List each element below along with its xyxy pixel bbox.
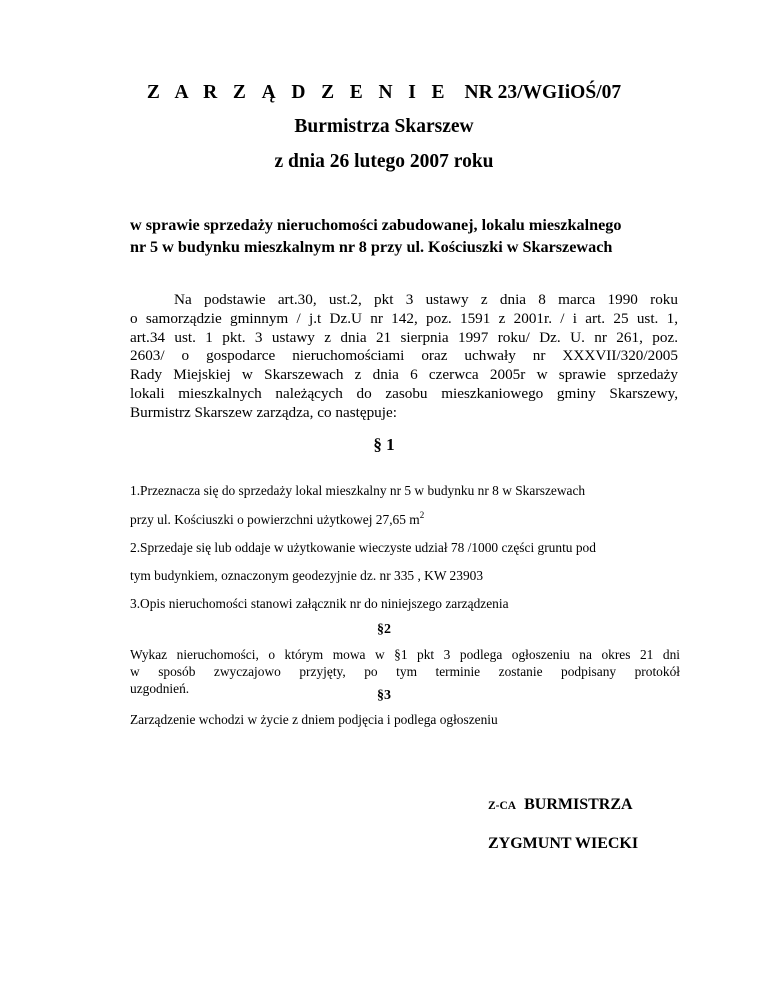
- subject-line-2: nr 5 w budynku mieszkalnym nr 8 przy ul. Kościuszki w Skarszewach: [130, 238, 613, 256]
- preamble-line: Burmistrz Skarszew zarządza, co następuje:: [130, 403, 397, 421]
- section-1-heading: § 1: [373, 435, 395, 454]
- signature-role-text: BURMISTRZA: [524, 796, 633, 813]
- signature-role: [488, 796, 633, 814]
- preamble-line: art.34 ust. 1 pkt. 3 ustawy z dnia 21 sierpnia 1997 roku/ Dz. U. nr 261, poz.: [130, 328, 678, 346]
- area-text: przy ul. Kościuszki o powierzchni użytkowej 27,65 m: [130, 512, 420, 527]
- issuer-line: Burmistrza Skarszew: [294, 116, 474, 137]
- preamble-line: 2603/ o gospodarce nieruchomościami oraz uchwały nr XXXVII/320/2005: [130, 347, 678, 365]
- section-2-line: w sposób zwyczajowo przyjęty, po tym terminie zostanie podpisany protokół: [130, 664, 680, 679]
- section-1-point-3: 3.Opis nieruchomości stanowi załącznik nr do niniejszego zarządzenia: [130, 596, 509, 611]
- subject-line-1: w sprawie sprzedaży nieruchomości zabudowanej, lokalu mieszkalnego: [130, 216, 622, 234]
- section-2-heading: §2: [377, 622, 391, 637]
- preamble: [130, 291, 678, 423]
- preamble-line: Rady Miejskiej w Skarszewach z dnia 6 czerwca 2005r w sprawie sprzedaży: [130, 366, 678, 384]
- document-title: [0, 82, 768, 104]
- section-1-point-1-line-1: 1.Przeznacza się do sprzedaży lokal mieszkalny nr 5 w budynku nr 8 w Skarszewach: [130, 483, 586, 498]
- area-unit-superscript: 2: [419, 510, 425, 520]
- section-3-text: Zarządzenie wchodzi w życie z dniem podjęcia i podlega ogłoszeniu: [130, 712, 498, 727]
- section-2-line: uzgodnień.: [130, 681, 190, 696]
- section-1-point-1-line-2: [130, 510, 424, 528]
- section-2-line: Wykaz nieruchomości, o którym mowa w §1 pkt 3 podlega ogłoszeniu na okres 21 dni: [130, 647, 680, 662]
- preamble-line: o samorządzie gminnym / j.t Dz.U nr 142, poz. 1591 z 2001r. / i art. 25 ust. 1,: [130, 309, 678, 327]
- preamble-line: lokali mieszkalnych należących do zasobu mieszkaniowego gminy Skarszewy,: [130, 384, 678, 402]
- title-word: Z A R Z Ą D Z E N I E: [146, 82, 450, 103]
- date-line: z dnia 26 lutego 2007 roku: [274, 151, 494, 172]
- preamble-line: Na podstawie art.30, ust.2, pkt 3 ustawy z dnia 8 marca 1990 roku: [174, 291, 678, 308]
- section-3-heading: §3: [377, 688, 391, 703]
- section-1-point-2-line-2: tym budynkiem, oznaczonym geodezyjnie dz. nr 335 , KW 23903: [130, 568, 484, 583]
- signature-name: ZYGMUNT WIECKI: [488, 835, 639, 852]
- section-1-point-2-line-1: 2.Sprzedaje się lub oddaje w użytkowanie wieczyste udział 78 /1000 części gruntu pod: [130, 540, 596, 555]
- signature-prefix: Z-CA: [488, 800, 517, 812]
- title-number: NR 23/WGIiOŚ/07: [464, 82, 622, 103]
